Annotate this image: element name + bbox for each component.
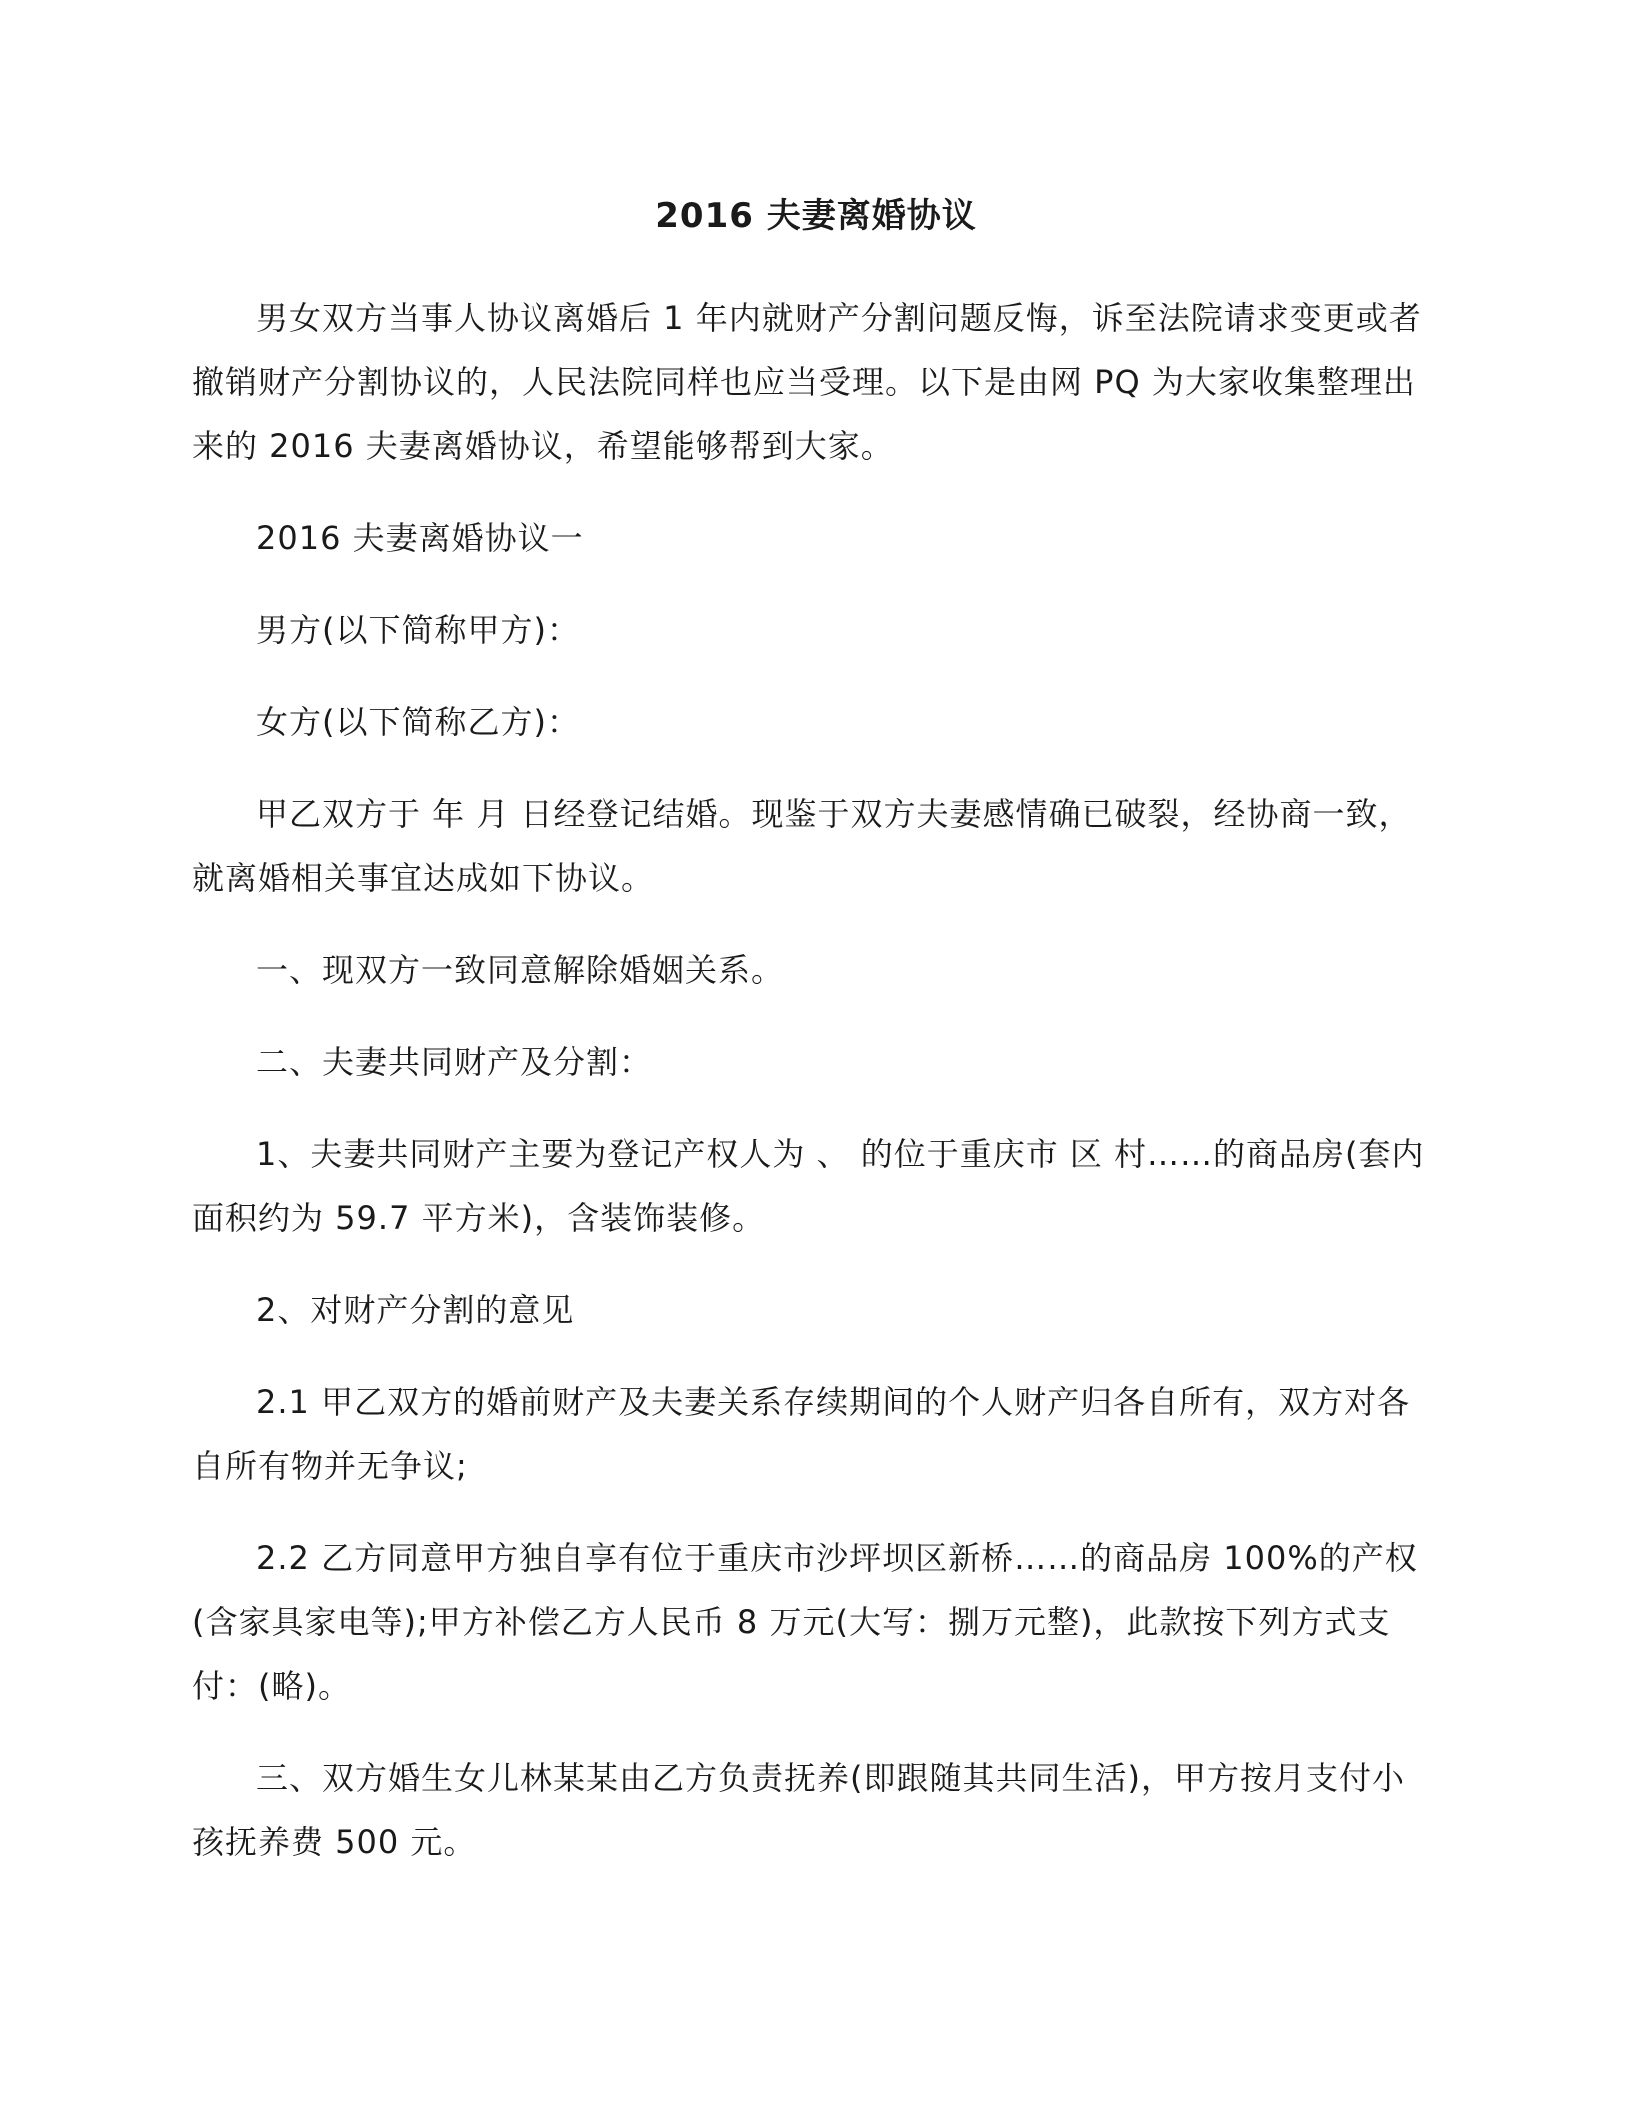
clause-2-heading: 二、夫妻共同财产及分割： bbox=[256, 1043, 653, 1081]
intro-paragraph: 男女双方当事人协议离婚后 1 年内就财产分割问题反悔，诉至法院请求变更或者撤销财产分割协议的，人民法院同样也应当受理。以下是由网 PQ 为大家收集整理出来的 2016 夫妻离婚协议，希望能够帮到大家。 bbox=[192, 299, 1422, 465]
party-female-line: 女方(以下简称乙方)： bbox=[256, 703, 580, 741]
clause-1: 一、现双方一致同意解除婚姻关系。 bbox=[256, 951, 785, 989]
preamble-paragraph: 甲乙双方于 年 月 日经登记结婚。现鉴于双方夫妻感情确已破裂，经协商一致，就离婚相关事宜达成如下协议。 bbox=[192, 795, 1412, 897]
clause-2-1: 2.1 甲乙双方的婚前财产及夫妻关系存续期间的个人财产归各自所有，双方对各自所有物并无争议; bbox=[192, 1383, 1411, 1485]
clause-2-item-1: 1、夫妻共同财产主要为登记产权人为 、 的位于重庆市 区 村……的商品房(套内面积约为 59.7 平方米)，含装饰装修。 bbox=[192, 1135, 1425, 1237]
section-heading: 2016 夫妻离婚协议一 bbox=[256, 519, 584, 557]
clause-2-2: 2.2 乙方同意甲方独自享有位于重庆市沙坪坝区新桥……的商品房 100%的产权(含家具家电等);甲方补偿乙方人民币 8 万元(大写：捌万元整)，此款按下列方式支付：(略)。 bbox=[192, 1539, 1418, 1705]
document-title: 2016 夫妻离婚协议 bbox=[655, 196, 977, 236]
document-body bbox=[192, 286, 1437, 1902]
party-male-line: 男方(以下简称甲方)： bbox=[256, 611, 580, 649]
clause-2-item-2: 2、对财产分割的意见 bbox=[256, 1291, 575, 1329]
clause-3: 三、双方婚生女儿林某某由乙方负责抚养(即跟随其共同生活)，甲方按月支付小孩抚养费 500 元。 bbox=[192, 1759, 1405, 1861]
